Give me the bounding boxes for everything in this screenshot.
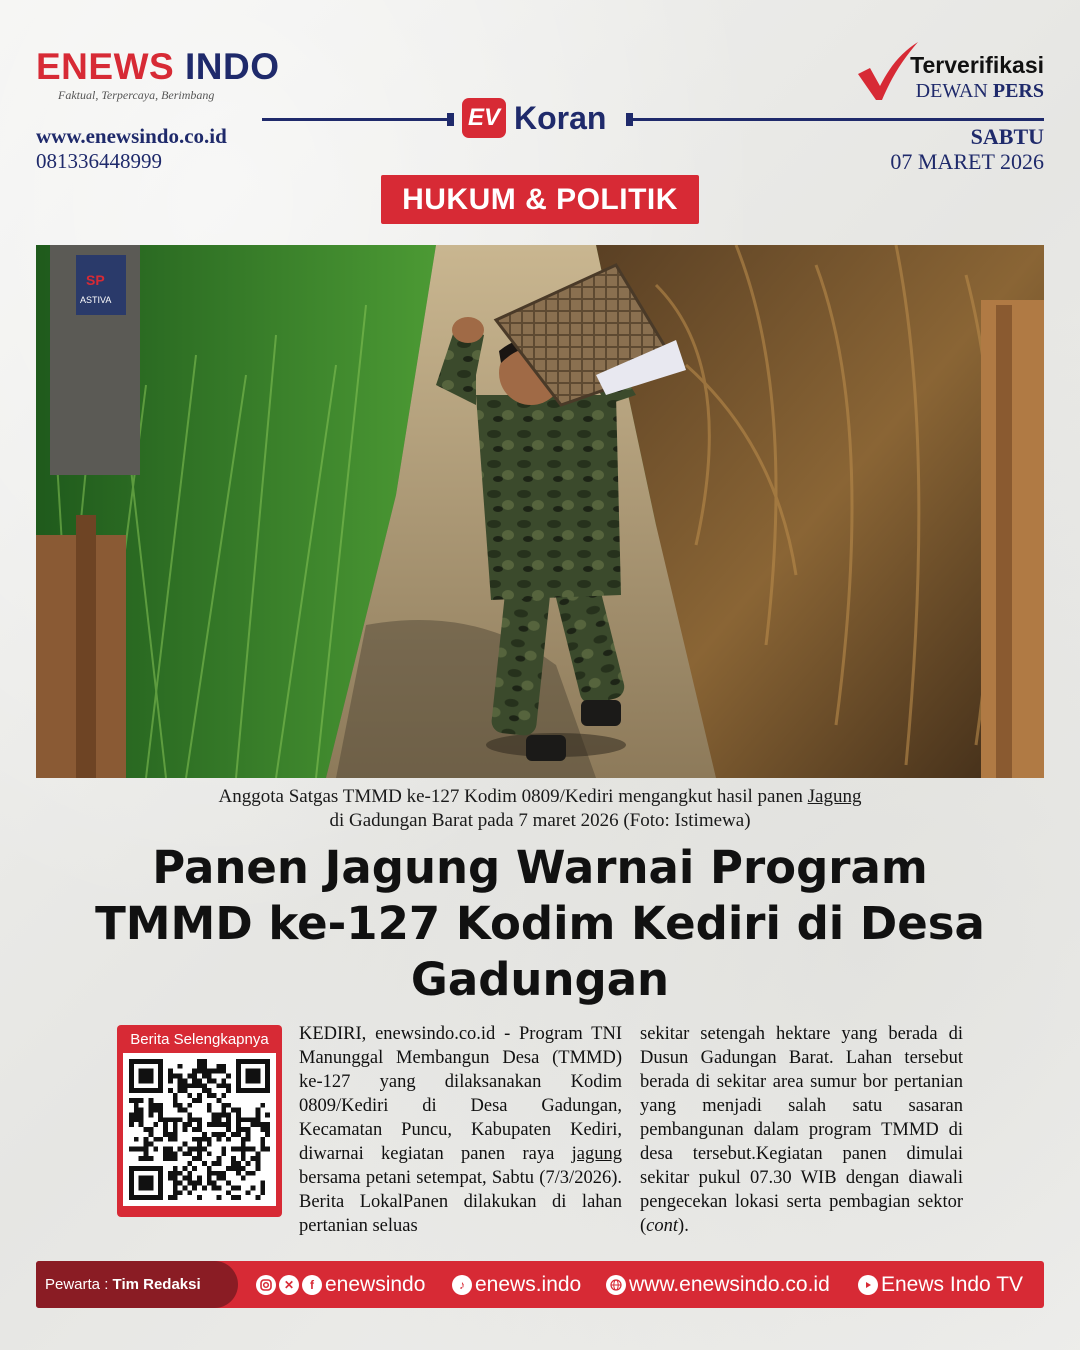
website-group[interactable]	[606, 1261, 830, 1308]
brand-block	[36, 48, 279, 103]
continued-marker: cont	[646, 1216, 679, 1236]
qr-code[interactable]	[123, 1053, 276, 1206]
brand-name-part2: INDO	[184, 46, 280, 87]
reporter-name: Tim Redaksi	[112, 1276, 201, 1293]
facebook-icon[interactable]: f	[302, 1275, 322, 1295]
caption-line-1	[100, 785, 980, 809]
caption-keyword-link[interactable]: Jagung	[807, 786, 862, 807]
x-twitter-icon[interactable]: ✕	[279, 1275, 299, 1295]
youtube-channel[interactable]: Enews Indo TV	[881, 1272, 1024, 1296]
date-full: 07 MARET 2026	[890, 149, 1044, 174]
caption-text: Anggota Satgas TMMD ke-127 Kodim 0809/Kediri mengangkut hasil panen	[218, 786, 808, 807]
header-phone: 081336448999	[36, 149, 162, 173]
instagram-icon[interactable]	[256, 1275, 276, 1295]
headline-line-1: Panen Jagung Warnai Program	[152, 841, 928, 894]
photo-caption	[100, 785, 980, 833]
headline-line-2: TMMD ke-127 Kodim Kediri di Desa	[95, 897, 985, 950]
headline-line-3: Gadungan	[410, 953, 670, 1006]
article-keyword-link[interactable]: jagung	[571, 1144, 622, 1164]
header-divider-right	[628, 118, 1044, 121]
verified-title: Terverifikasi	[910, 52, 1044, 78]
caption-line-2: di Gadungan Barat pada 7 maret 2026 (Foto: Istimewa)	[329, 810, 751, 831]
globe-icon	[606, 1275, 626, 1295]
brand-tagline: Faktual, Terpercaya, Berimbang	[58, 88, 215, 102]
photo-banner-text1: SP	[86, 272, 105, 288]
edition-label: Koran	[514, 99, 607, 136]
contact-info	[36, 124, 227, 174]
youtube-icon[interactable]	[858, 1275, 878, 1295]
qr-code-icon	[129, 1059, 270, 1200]
category-badge: HUKUM & POLITIK	[381, 175, 699, 224]
article-text: ).	[678, 1216, 689, 1236]
article-text: sekitar setengah hektare yang berada di Dusun Gadungan Barat. Lahan tersebut berada di sekitar area sumur bor pertanian yang menjadi salah satu sasaran pembangunan dalam program TMMD di desa tersebut.Kegiatan panen dimulai sekitar pukul 07.30 WIB dengan diawali pengecekan lokasi serta pembagian sektor (	[640, 1024, 963, 1236]
reporter-tag	[36, 1261, 238, 1308]
brand-logo[interactable]	[36, 48, 279, 85]
article-photo	[36, 245, 1044, 778]
article-text: bersama petani setempat, Sabtu (7/3/2026). Berita LokalPanen dilakukan di lahan pertanian seluas	[299, 1168, 622, 1236]
edition-badge	[462, 96, 606, 140]
tiktok-group[interactable]	[452, 1261, 581, 1308]
brand-name-part1: ENEWS	[36, 46, 175, 87]
footer-bar	[36, 1261, 1044, 1308]
verified-org-part1: DEWAN	[915, 80, 988, 102]
verified-org-part2: PERS	[992, 80, 1044, 102]
verified-org	[916, 80, 1044, 103]
photo-banner-text2: ASTIVA	[80, 295, 112, 305]
tiktok-handle[interactable]: enews.indo	[475, 1272, 582, 1296]
tiktok-icon[interactable]: ♪	[452, 1275, 472, 1295]
reporter-label: Pewarta :	[45, 1276, 109, 1293]
headline	[60, 840, 1020, 1008]
header-website-link[interactable]: www.enewsindo.co.id	[36, 124, 227, 148]
verified-badge	[854, 40, 1044, 104]
social-handle[interactable]: enewsindo	[325, 1272, 426, 1296]
qr-card[interactable]	[117, 1025, 282, 1217]
youtube-group[interactable]	[858, 1261, 1023, 1308]
qr-label: Berita Selengkapnya	[130, 1031, 269, 1048]
header-divider-left	[262, 118, 452, 121]
article-column-1	[299, 1022, 622, 1238]
footer-website-link[interactable]: www.enewsindo.co.id	[629, 1272, 830, 1296]
social-handle-group[interactable]	[256, 1261, 425, 1308]
date-day: SABTU	[970, 124, 1044, 149]
publish-date	[890, 124, 1044, 174]
article-text: KEDIRI, enewsindo.co.id - Program TNI Manunggal Membangun Desa (TMMD) ke-127 yang dilaksanakan Kodim 0809/Kediri di Desa Gadungan, Kecamatan Puncu, Kabupaten Kediri, diwarnai kegiatan panen raya	[299, 1024, 622, 1164]
article-column-2	[640, 1022, 963, 1238]
ev-logo-icon: EV	[462, 98, 506, 138]
